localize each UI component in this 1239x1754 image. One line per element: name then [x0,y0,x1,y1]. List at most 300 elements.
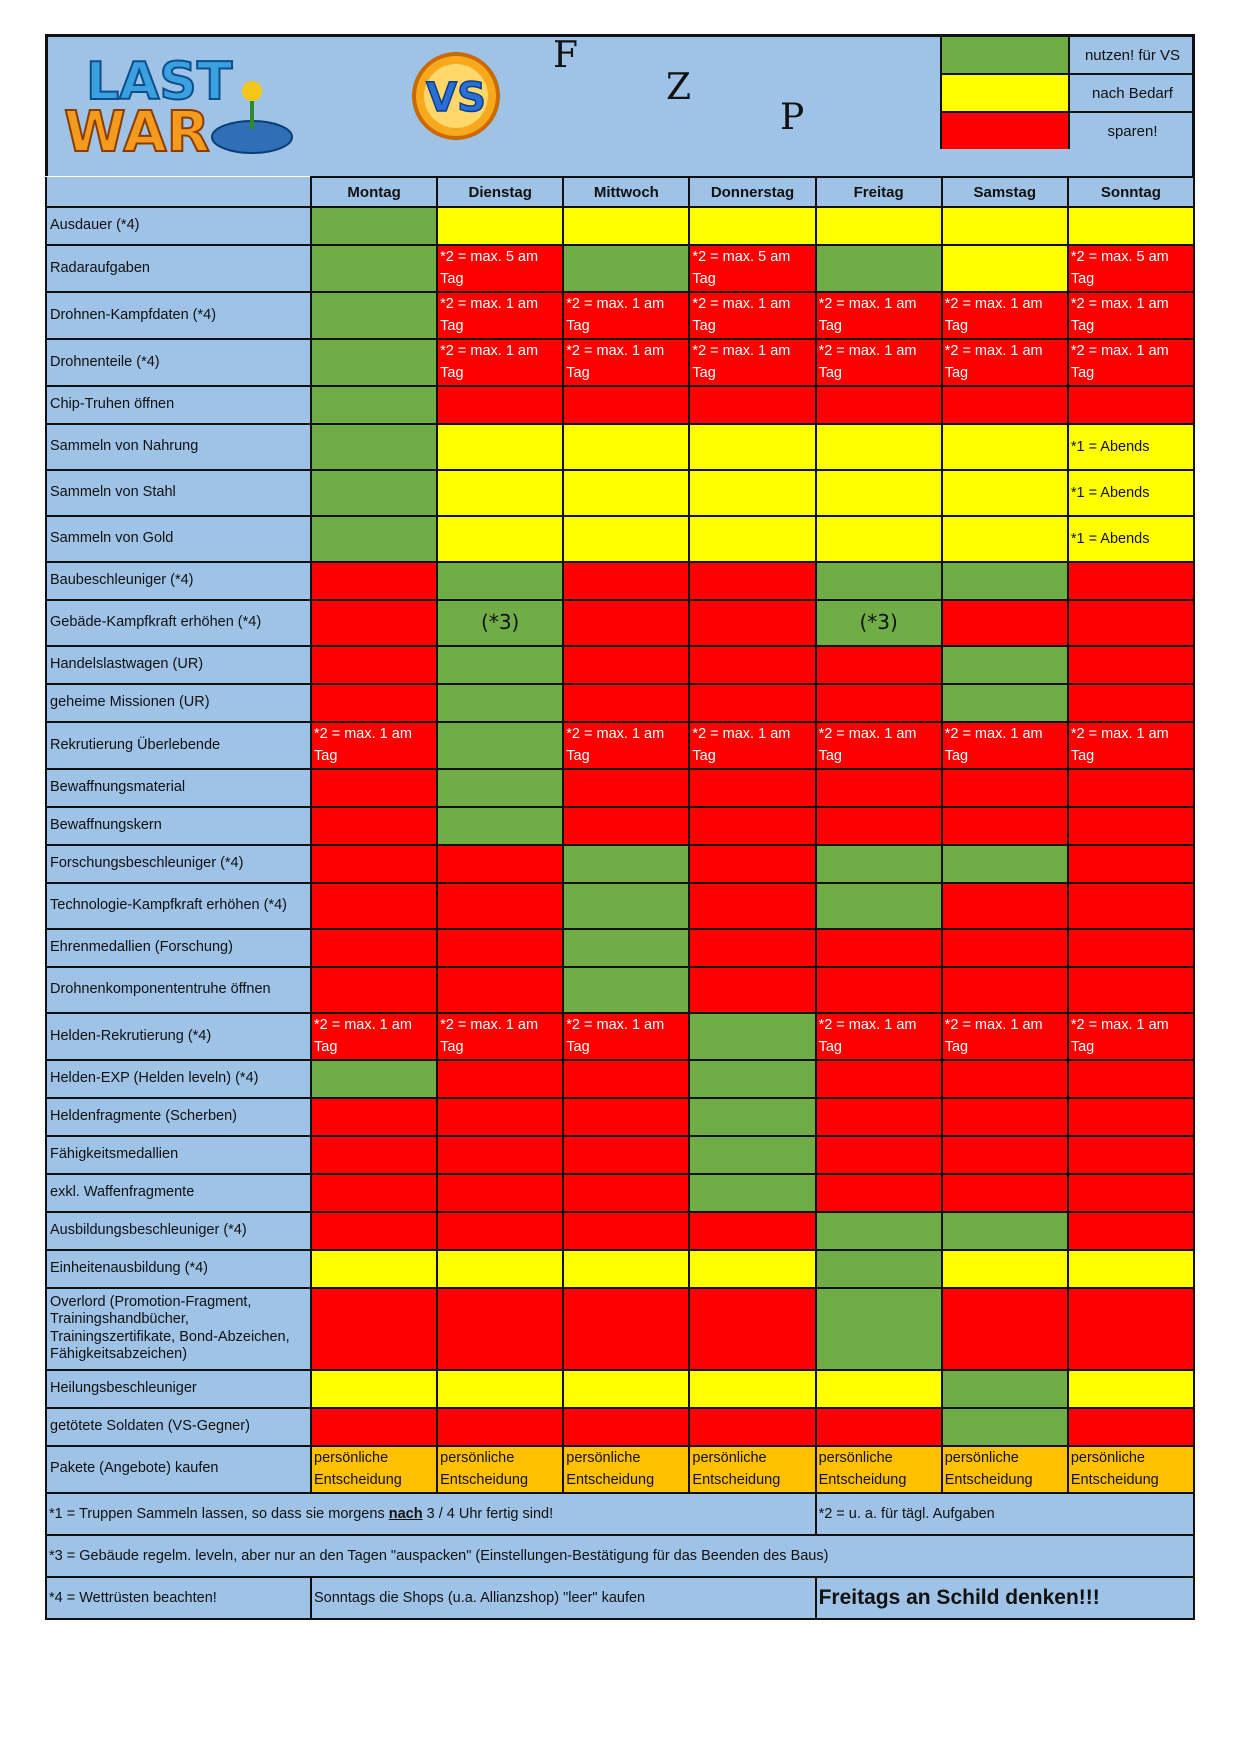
schedule-cell [311,845,437,883]
schedule-cell [816,1098,942,1136]
schedule-cell [689,646,815,684]
schedule-cell: *2 = max. 1 am Tag [563,292,689,339]
schedule-cell [816,1174,942,1212]
schedule-cell: *2 = max. 1 am Tag [942,339,1068,386]
schedule-cell: *2 = max. 1 am Tag [816,292,942,339]
schedule-cell [311,245,437,292]
schedule-cell [942,1060,1068,1098]
row-label: getötete Soldaten (VS-Gegner) [46,1408,311,1446]
schedule-cell: *2 = max. 1 am Tag [437,292,563,339]
schedule-cell [689,424,815,470]
schedule-cell [689,929,815,967]
row-label: Pakete (Angebote) kaufen [46,1446,311,1493]
schedule-cell [942,1212,1068,1250]
schedule-cell [311,470,437,516]
schedule-cell [689,1370,815,1408]
schedule-cell [816,1136,942,1174]
schedule-cell [942,1250,1068,1288]
schedule-cell: (*3) [816,600,942,646]
schedule-cell [1068,1288,1194,1370]
legend-swatch-red [940,113,1070,149]
schedule-cell [437,769,563,807]
schedule-cell [689,1098,815,1136]
schedule-cell [689,1288,815,1370]
schedule-cell [689,516,815,562]
schedule-cell [311,339,437,386]
schedule-cell [816,845,942,883]
schedule-cell [437,562,563,600]
schedule-cell [563,967,689,1013]
schedule-cell [942,600,1068,646]
schedule-cell: persönliche Entscheidung [942,1446,1068,1493]
schedule-cell [942,883,1068,929]
row-label: Ausbildungsbeschleuniger (*4) [46,1212,311,1250]
row-label: Drohnen-Kampfdaten (*4) [46,292,311,339]
table-row [46,1174,1194,1212]
table-row [46,883,1194,929]
schedule-cell [311,646,437,684]
schedule-cell [689,684,815,722]
schedule-cell [311,1288,437,1370]
table-row [46,929,1194,967]
schedule-cell [1068,1174,1194,1212]
shield-reminder: Freitags an Schild denken!!! [816,1577,1194,1619]
schedule-cell [437,929,563,967]
schedule-cell [942,1136,1068,1174]
day-header: Sonntag [1068,177,1194,207]
table-row [46,1288,1194,1370]
schedule-cell [437,1136,563,1174]
legend-row-yellow [940,75,1195,113]
schedule-cell [1068,1098,1194,1136]
schedule-cell [689,845,815,883]
schedule-cell [563,646,689,684]
footnote-2: *2 = u. a. für tägl. Aufgaben [816,1493,1194,1535]
schedule-cell [689,1212,815,1250]
schedule-cell [311,424,437,470]
schedule-cell [1068,1250,1194,1288]
schedule-cell [1068,207,1194,245]
schedule-cell [1068,845,1194,883]
schedule-cell [1068,967,1194,1013]
schedule-cell [689,1136,815,1174]
schedule-cell [563,769,689,807]
footnote-3: *3 = Gebäude regelm. leveln, aber nur an den Tagen "auspacken" (Einstellungen-Bestätigung für das Beenden des Baus) [46,1535,1194,1577]
row-label: Drohnenkomponententruhe öffnen [46,967,311,1013]
schedule-cell [437,424,563,470]
schedule-cell [1068,769,1194,807]
schedule-cell [816,967,942,1013]
schedule-cell: *2 = max. 5 am Tag [437,245,563,292]
schedule-cell [689,883,815,929]
row-label: Sammeln von Gold [46,516,311,562]
schedule-cell [1068,883,1194,929]
schedule-cell [311,1408,437,1446]
schedule-cell [816,424,942,470]
schedule-cell [816,1060,942,1098]
row-label: Heldenfragmente (Scherben) [46,1098,311,1136]
schedule-cell [942,245,1068,292]
schedule-cell [1068,562,1194,600]
schedule-cell [689,1250,815,1288]
schedule-cell [311,600,437,646]
row-label: Bewaffnungskern [46,807,311,845]
schedule-cell [437,1370,563,1408]
schedule-cell [942,769,1068,807]
schedule-cell: *1 = Abends [1068,516,1194,562]
schedule-cell [311,516,437,562]
table-row [46,1212,1194,1250]
footnote-row-3 [46,1577,1194,1619]
schedule-cell: *2 = max. 1 am Tag [942,292,1068,339]
table-row [46,562,1194,600]
schedule-cell [437,967,563,1013]
schedule-cell [1068,386,1194,424]
table-row [46,516,1194,562]
schedule-cell [563,1408,689,1446]
row-label: Rekrutierung Überlebende [46,722,311,769]
row-label: Radaraufgaben [46,245,311,292]
schedule-cell [942,967,1068,1013]
schedule-cell [1068,807,1194,845]
table-row [46,769,1194,807]
legend-label: nach Bedarf [1092,84,1173,102]
table-row [46,207,1194,245]
schedule-cell: *2 = max. 1 am Tag [1068,339,1194,386]
schedule-cell [311,1136,437,1174]
schedule-cell [563,424,689,470]
row-label: Einheitenausbildung (*4) [46,1250,311,1288]
table-row [46,1408,1194,1446]
svg-text:LAST: LAST [86,52,233,112]
schedule-cell [311,1212,437,1250]
schedule-cell [311,386,437,424]
schedule-cell [563,1370,689,1408]
schedule-cell [816,1250,942,1288]
row-label: Heilungsbeschleuniger [46,1370,311,1408]
table-row [46,967,1194,1013]
schedule-cell: *2 = max. 1 am Tag [311,1013,437,1060]
schedule-cell [437,1288,563,1370]
legend-swatch-yellow [940,75,1070,111]
schedule-cell [942,929,1068,967]
schedule-cell: *2 = max. 1 am Tag [689,339,815,386]
schedule-cell [816,1408,942,1446]
schedule-cell [563,1250,689,1288]
table-row [46,684,1194,722]
schedule-cell [816,929,942,967]
schedule-cell: persönliche Entscheidung [689,1446,815,1493]
footnote-4: *4 = Wettrüsten beachten! [46,1577,311,1619]
schedule-cell [816,1288,942,1370]
schedule-cell: *2 = max. 1 am Tag [689,292,815,339]
schedule-cell [689,470,815,516]
row-label: Bewaffnungsmaterial [46,769,311,807]
row-label: Ausdauer (*4) [46,207,311,245]
row-label: Ehrenmedallien (Forschung) [46,929,311,967]
schedule-cell: *2 = max. 1 am Tag [563,1013,689,1060]
schedule-cell: *2 = max. 1 am Tag [816,339,942,386]
schedule-cell [437,684,563,722]
schedule-cell [942,807,1068,845]
schedule-cell: *2 = max. 1 am Tag [437,339,563,386]
schedule-cell [563,883,689,929]
table-row [46,424,1194,470]
schedule-cell [1068,684,1194,722]
svg-text:VS: VS [426,75,486,121]
schedule-cell [563,207,689,245]
schedule-cell [942,424,1068,470]
schedule-cell: *2 = max. 5 am Tag [689,245,815,292]
schedule-cell: persönliche Entscheidung [563,1446,689,1493]
schedule-cell [689,967,815,1013]
schedule-cell [942,1370,1068,1408]
row-label: exkl. Waffenfragmente [46,1174,311,1212]
row-label: Baubeschleuniger (*4) [46,562,311,600]
letter-p: P [780,97,805,138]
schedule-cell [1068,1212,1194,1250]
schedule-cell [437,207,563,245]
schedule-cell [563,1288,689,1370]
footnote-row-1 [46,1493,1194,1535]
legend-swatch-green [940,37,1070,73]
schedule-cell [689,600,815,646]
table-row [46,1060,1194,1098]
color-legend [940,37,1195,149]
schedule-cell: *2 = max. 1 am Tag [942,1013,1068,1060]
schedule-cell [816,207,942,245]
schedule-cell [311,1060,437,1098]
schedule-cell [942,1174,1068,1212]
schedule-table [45,176,1195,1620]
schedule-cell [563,245,689,292]
schedule-cell [816,386,942,424]
schedule-cell [689,769,815,807]
row-label: Handelslastwagen (UR) [46,646,311,684]
schedule-cell [1068,646,1194,684]
schedule-cell [311,1098,437,1136]
table-row [46,646,1194,684]
row-label: Fähigkeitsmedallien [46,1136,311,1174]
legend-row-red [940,113,1195,149]
schedule-cell [689,1060,815,1098]
schedule-cell [563,684,689,722]
footnote-1: *1 = Truppen Sammeln lassen, so dass sie morgens nach 3 / 4 Uhr fertig sind! [46,1493,816,1535]
schedule-cell [311,967,437,1013]
legend-label: nutzen! für VS [1084,46,1181,64]
schedule-cell [563,807,689,845]
table-row [46,386,1194,424]
schedule-cell: *2 = max. 1 am Tag [942,722,1068,769]
row-label: Sammeln von Nahrung [46,424,311,470]
schedule-cell: *2 = max. 1 am Tag [1068,1013,1194,1060]
row-label: Drohnenteile (*4) [46,339,311,386]
schedule-cell [1068,929,1194,967]
corner-cell [46,177,311,207]
schedule-cell [689,562,815,600]
table-row [46,807,1194,845]
schedule-cell [437,845,563,883]
table-row [46,1013,1194,1060]
row-label: Overlord (Promotion-Fragment, Trainingshandbücher, Trainingszertifikate, Bond-Abzeichen, Fähigkeitsabzeichen) [46,1288,311,1370]
schedule-cell [816,807,942,845]
schedule-cell [942,386,1068,424]
shop-note: Sonntags die Shops (u.a. Allianzshop) "leer" kaufen [311,1577,816,1619]
day-header: Mittwoch [563,177,689,207]
schedule-cell [816,769,942,807]
schedule-cell [942,516,1068,562]
table-row [46,1098,1194,1136]
schedule-cell: *2 = max. 1 am Tag [1068,292,1194,339]
legend-row-green [940,37,1195,75]
schedule-cell [942,470,1068,516]
schedule-cell [437,883,563,929]
schedule-cell [311,562,437,600]
schedule-cell [437,1250,563,1288]
schedule-cell [563,1136,689,1174]
vs-emblem [406,51,506,141]
schedule-cell: persönliche Entscheidung [1068,1446,1194,1493]
row-label: Helden-Rekrutierung (*4) [46,1013,311,1060]
table-row [46,1370,1194,1408]
schedule-cell: *2 = max. 1 am Tag [816,1013,942,1060]
row-label: Gebäde-Kampfkraft erhöhen (*4) [46,600,311,646]
day-header: Samstag [942,177,1068,207]
schedule-cell [1068,1060,1194,1098]
schedule-cell [1068,600,1194,646]
schedule-cell [311,883,437,929]
schedule-cell [437,722,563,769]
schedule-cell: persönliche Entscheidung [437,1446,563,1493]
schedule-cell [311,1370,437,1408]
schedule-cell [437,646,563,684]
day-header: Dienstag [437,177,563,207]
schedule-cell: *1 = Abends [1068,424,1194,470]
schedule-cell [816,883,942,929]
day-header: Montag [311,177,437,207]
schedule-cell: *2 = max. 1 am Tag [1068,722,1194,769]
schedule-cell: persönliche Entscheidung [311,1446,437,1493]
schedule-cell [311,292,437,339]
letter-f: F [553,35,578,76]
schedule-cell [311,1250,437,1288]
schedule-cell [942,1288,1068,1370]
schedule-cell [311,684,437,722]
schedule-cell [437,470,563,516]
day-header-row [46,177,1194,207]
day-header: Donnerstag [689,177,815,207]
table-row [46,292,1194,339]
row-label: Technologie-Kampfkraft erhöhen (*4) [46,883,311,929]
schedule-cell: *2 = max. 5 am Tag [1068,245,1194,292]
schedule-cell: *2 = max. 1 am Tag [689,722,815,769]
schedule-cell [437,1174,563,1212]
schedule-cell [437,386,563,424]
schedule-cell [563,562,689,600]
schedule-cell [689,1013,815,1060]
svg-text:WAR: WAR [64,100,210,159]
schedule-cell [437,1212,563,1250]
header [45,34,1195,176]
schedule-cell [437,1060,563,1098]
schedule-cell [942,1098,1068,1136]
schedule-cell [563,929,689,967]
letter-z: Z [666,67,692,108]
table-row [46,1136,1194,1174]
schedule-cell [563,516,689,562]
schedule-cell: *2 = max. 1 am Tag [311,722,437,769]
schedule-cell [1068,1136,1194,1174]
schedule-cell [816,1212,942,1250]
schedule-cell [437,807,563,845]
schedule-cell [942,646,1068,684]
legend-label: sparen! [1107,122,1158,140]
schedule-cell [311,207,437,245]
schedule-cell [563,1174,689,1212]
schedule-cell [942,207,1068,245]
schedule-cell [311,807,437,845]
schedule-cell [816,646,942,684]
row-label: Forschungsbeschleuniger (*4) [46,845,311,883]
schedule-cell [689,807,815,845]
schedule-cell [942,1408,1068,1446]
schedule-cell [563,600,689,646]
schedule-cell: *2 = max. 1 am Tag [563,339,689,386]
schedule-cell [563,845,689,883]
schedule-cell [689,207,815,245]
schedule-cell [1068,1370,1194,1408]
vs-schedule-sheet [45,34,1195,1620]
schedule-cell [816,470,942,516]
schedule-cell [563,1212,689,1250]
day-header: Freitag [816,177,942,207]
schedule-cell [942,845,1068,883]
schedule-cell [689,1408,815,1446]
schedule-cell [437,516,563,562]
table-row [46,1250,1194,1288]
schedule-cell: persönliche Entscheidung [816,1446,942,1493]
schedule-cell [563,470,689,516]
row-label: Chip-Truhen öffnen [46,386,311,424]
schedule-cell [689,386,815,424]
schedule-cell [563,1060,689,1098]
schedule-cell [1068,1408,1194,1446]
schedule-cell [942,562,1068,600]
table-row [46,339,1194,386]
schedule-cell: *2 = max. 1 am Tag [437,1013,563,1060]
schedule-cell: *2 = max. 1 am Tag [816,722,942,769]
row-label: geheime Missionen (UR) [46,684,311,722]
schedule-cell [816,245,942,292]
table-row [46,845,1194,883]
schedule-cell [689,1174,815,1212]
schedule-cell [816,516,942,562]
schedule-cell [311,769,437,807]
footnote-row-2 [46,1535,1194,1577]
schedule-cell [816,1370,942,1408]
schedule-cell [437,1408,563,1446]
row-label: Sammeln von Stahl [46,470,311,516]
schedule-cell [311,929,437,967]
schedule-cell [311,1174,437,1212]
table-row [46,600,1194,646]
table-row [46,470,1194,516]
last-war-logo [56,49,296,159]
schedule-cell [942,684,1068,722]
table-row [46,245,1194,292]
schedule-cell: (*3) [437,600,563,646]
schedule-cell [437,1098,563,1136]
